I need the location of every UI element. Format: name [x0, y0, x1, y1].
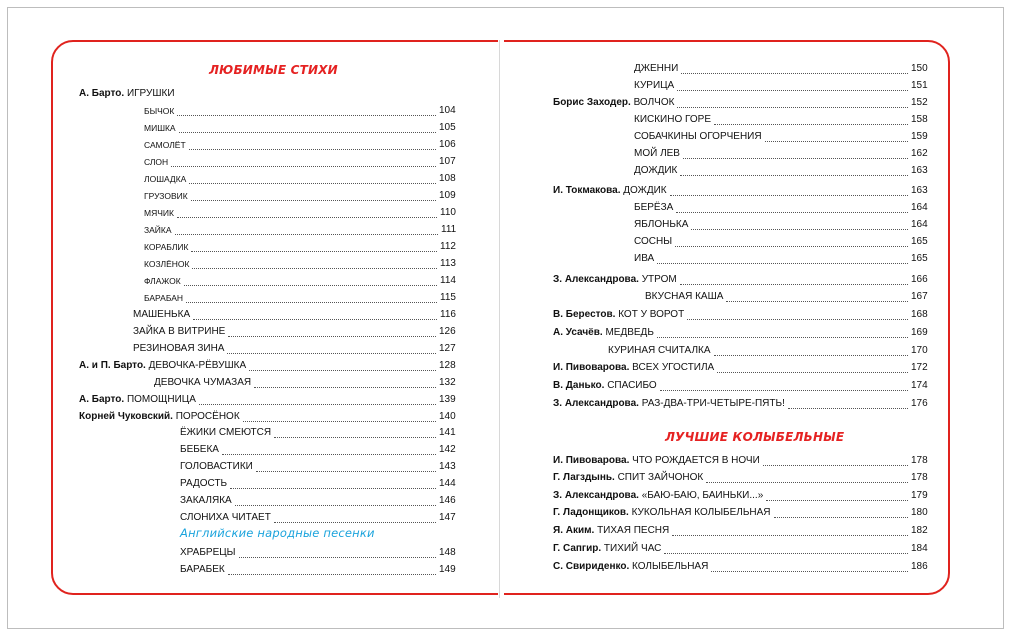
entry-author: А. Барто.	[79, 88, 127, 99]
entry-page-number: 114	[440, 275, 456, 286]
entry-author: Г. Лагздынь.	[553, 472, 618, 483]
toc-entry[interactable]	[180, 460, 456, 474]
toc-entry[interactable]	[144, 206, 456, 220]
dot-leader	[660, 390, 908, 391]
entry-page-number: 105	[439, 122, 456, 133]
entry-page-number: 182	[911, 525, 928, 536]
entry-page-number: 144	[439, 478, 456, 489]
toc-entry[interactable]	[133, 308, 456, 322]
dot-leader	[274, 522, 436, 523]
dot-leader	[228, 574, 436, 575]
entry-title: ПОМОЩНИЦА	[126, 394, 196, 405]
entry-title: КУРИЦА	[634, 80, 675, 91]
dot-leader	[687, 319, 908, 320]
dot-leader	[676, 212, 908, 213]
entry-page-number: 164	[911, 202, 928, 213]
entry-title: ВСЕХ УГОСТИЛА	[632, 362, 715, 373]
toc-entry[interactable]	[553, 524, 928, 538]
entry-title: ДЕВОЧКА ЧУМАЗАЯ	[154, 377, 252, 388]
entry-author: В. Данько.	[553, 380, 608, 391]
entry-title: ВКУСНАЯ КАША	[645, 291, 724, 302]
dot-leader	[706, 482, 908, 483]
entry-page-number: 167	[911, 291, 928, 302]
entry-title: КОТ У ВОРОТ	[618, 309, 685, 320]
toc-entry[interactable]	[553, 308, 928, 322]
heading-favorite-poems: ЛЮБИМЫЕ СТИХИ	[209, 63, 338, 77]
dot-leader	[788, 408, 908, 409]
entry-page-number: 165	[911, 236, 928, 247]
toc-entry[interactable]	[634, 201, 928, 215]
dot-leader	[192, 268, 437, 269]
entry-page-number: 164	[911, 219, 928, 230]
entry-page-number: 179	[911, 490, 928, 501]
entry-title: СПАСИБО	[607, 380, 657, 391]
toc-entry[interactable]	[553, 96, 928, 110]
dot-leader	[191, 251, 437, 252]
entry-title: КОЛЫБЕЛЬНАЯ	[632, 561, 709, 572]
toc-entry[interactable]	[79, 359, 456, 373]
entry-title: РАДОСТЬ	[180, 478, 228, 489]
gutter-line	[499, 40, 500, 598]
entry-title: ИГРУШКИ	[126, 88, 175, 99]
toc-entry[interactable]	[553, 542, 928, 556]
entry-page-number: 149	[439, 564, 456, 575]
entry-page-number: 172	[911, 362, 928, 373]
dot-leader	[717, 372, 908, 373]
toc-entry[interactable]	[634, 113, 928, 127]
dot-leader	[249, 370, 436, 371]
dot-leader	[228, 336, 436, 337]
entry-page-number: 142	[439, 444, 456, 455]
dot-leader	[672, 535, 908, 536]
entry-title: МАШЕНЬКА	[133, 309, 191, 320]
entry-page-number: 141	[439, 427, 456, 438]
entry-title: ЗАКАЛЯКА	[180, 495, 232, 506]
entry-page-number: 116	[440, 309, 456, 320]
entry-author: Борис Заходер.	[553, 97, 634, 108]
entry-title: ДОЖДИК	[623, 185, 667, 196]
entry-title: МИШКА	[144, 123, 176, 133]
entry-page-number: 163	[911, 185, 928, 196]
dot-leader	[243, 421, 436, 422]
dot-leader	[683, 158, 908, 159]
heading-english-songs: Английские народные песенки	[180, 526, 375, 540]
toc-entry[interactable]	[144, 240, 456, 254]
dot-leader	[763, 465, 908, 466]
entry-page-number: 151	[911, 80, 928, 91]
dot-leader	[677, 90, 908, 91]
toc-entry[interactable]	[79, 87, 456, 101]
toc-entry[interactable]	[553, 506, 928, 520]
dot-leader	[765, 141, 908, 142]
entry-title: ТИХИЙ ЧАС	[603, 543, 662, 554]
dot-leader	[714, 355, 908, 356]
toc-entry[interactable]	[144, 172, 456, 186]
toc-entry[interactable]	[144, 223, 456, 237]
toc-entry[interactable]	[553, 471, 928, 485]
toc-entry[interactable]	[553, 454, 928, 468]
entry-page-number: 110	[440, 207, 456, 218]
entry-page-number: 170	[911, 345, 928, 356]
entry-author: А. Барто.	[79, 394, 127, 405]
dot-leader	[175, 234, 438, 235]
entry-page-number: 108	[439, 173, 456, 184]
entry-page-number: 150	[911, 63, 928, 74]
toc-entry[interactable]	[634, 62, 928, 76]
entry-page-number: 146	[439, 495, 456, 506]
dot-leader	[664, 553, 908, 554]
toc-entry[interactable]	[79, 410, 456, 424]
toc-entry[interactable]	[634, 235, 928, 249]
entry-title: САМОЛЁТ	[144, 140, 186, 150]
toc-entry[interactable]	[634, 147, 928, 161]
toc-entry[interactable]	[553, 560, 928, 574]
entry-page-number: 178	[911, 472, 928, 483]
dot-leader	[189, 183, 436, 184]
toc-entry[interactable]	[180, 563, 456, 577]
entry-title: «БАЮ-БАЮ, БАИНЬКИ...»	[641, 490, 764, 501]
entry-title: КОЗЛЁНОК	[144, 259, 190, 269]
entry-page-number: 143	[439, 461, 456, 472]
entry-page-number: 127	[439, 343, 456, 354]
dot-leader	[774, 517, 908, 518]
toc-entry[interactable]	[133, 325, 456, 339]
dot-leader	[254, 387, 436, 388]
entry-title: РЕЗИНОВАЯ ЗИНА	[133, 343, 225, 354]
toc-entry[interactable]	[634, 252, 928, 266]
dot-leader	[230, 488, 436, 489]
entry-title: БЫЧОК	[144, 106, 175, 116]
toc-entry[interactable]	[553, 361, 928, 375]
toc-entry[interactable]	[79, 393, 456, 407]
dot-leader	[657, 263, 908, 264]
entry-page-number: 126	[439, 326, 456, 337]
entry-page-number: 111	[441, 224, 457, 235]
dot-leader	[711, 571, 908, 572]
dot-leader	[256, 471, 436, 472]
toc-entry[interactable]	[634, 130, 928, 144]
entry-page-number: 104	[439, 105, 456, 116]
toc-entry[interactable]	[144, 138, 456, 152]
toc-entry[interactable]	[553, 397, 928, 411]
toc-entry[interactable]	[553, 489, 928, 503]
entry-title: ДЖЕННИ	[634, 63, 679, 74]
entry-page-number: 180	[911, 507, 928, 518]
dot-leader	[193, 319, 437, 320]
entry-page-number: 139	[439, 394, 456, 405]
entry-title: БЕБЕКА	[180, 444, 219, 455]
dot-leader	[177, 217, 437, 218]
entry-title: ТИХАЯ ПЕСНЯ	[597, 525, 670, 536]
entry-title: ФЛАЖОК	[144, 276, 181, 286]
dot-leader	[677, 107, 908, 108]
toc-entry[interactable]	[180, 477, 456, 491]
entry-title: МЯЧИК	[144, 208, 174, 218]
toc-entry[interactable]	[144, 291, 456, 305]
entry-author: Я. Аким.	[553, 525, 598, 536]
entry-title: ДЕВОЧКА-РЁВУШКА	[148, 360, 247, 371]
entry-page-number: 109	[439, 190, 456, 201]
dot-leader	[189, 149, 436, 150]
toc-entry[interactable]	[634, 79, 928, 93]
entry-page-number: 174	[911, 380, 928, 391]
toc-entry[interactable]	[645, 290, 928, 304]
dot-leader	[179, 132, 436, 133]
dot-leader	[726, 301, 908, 302]
dot-leader	[766, 500, 908, 501]
toc-entry[interactable]	[553, 273, 928, 287]
entry-title: ПОРОСЁНОК	[175, 411, 240, 422]
entry-author: З. Александрова.	[553, 274, 642, 285]
entry-title: ЗАЙКА В ВИТРИНЕ	[133, 326, 226, 337]
entry-title: КУКОЛЬНАЯ КОЛЫБЕЛЬНАЯ	[631, 507, 771, 518]
entry-title: КОРАБЛИК	[144, 242, 189, 252]
toc-entry[interactable]	[144, 257, 456, 271]
entry-title: БЕРЁЗА	[634, 202, 674, 213]
toc-entry[interactable]	[180, 511, 456, 525]
entry-title: СПИТ ЗАЙЧОНОК	[617, 472, 704, 483]
toc-entry[interactable]	[144, 121, 456, 135]
entry-title: ЯБЛОНЬКА	[634, 219, 689, 230]
entry-page-number: 178	[911, 455, 928, 466]
entry-page-number: 148	[439, 547, 456, 558]
entry-page-number: 152	[911, 97, 928, 108]
entry-page-number: 165	[911, 253, 928, 264]
toc-entry[interactable]	[553, 379, 928, 393]
dot-leader	[681, 73, 908, 74]
toc-entry[interactable]	[144, 155, 456, 169]
entry-author: В. Берестов.	[553, 309, 619, 320]
entry-author: С. Свириденко.	[553, 561, 633, 572]
entry-author: Корней Чуковский.	[79, 411, 176, 422]
entry-author: З. Александрова.	[553, 490, 642, 501]
dot-leader	[274, 437, 436, 438]
entry-page-number: 115	[440, 292, 456, 303]
entry-title: ДОЖДИК	[634, 165, 678, 176]
toc-entry[interactable]	[634, 218, 928, 232]
toc-entry[interactable]	[634, 164, 928, 178]
toc-entry[interactable]	[180, 494, 456, 508]
entry-author: А. Усачёв.	[553, 327, 606, 338]
entry-title: ЁЖИКИ СМЕЮТСЯ	[180, 427, 272, 438]
toc-entry[interactable]	[553, 184, 928, 198]
entry-page-number: 169	[911, 327, 928, 338]
dot-leader	[239, 557, 436, 558]
entry-title: СОСНЫ	[634, 236, 673, 247]
dot-leader	[670, 195, 908, 196]
toc-entry[interactable]	[553, 326, 928, 340]
dot-leader	[199, 404, 436, 405]
dot-leader	[191, 200, 436, 201]
entry-title: БАРАБАН	[144, 293, 184, 303]
dot-leader	[177, 115, 436, 116]
toc-entry[interactable]	[144, 274, 456, 288]
entry-title: МЕДВЕДЬ	[605, 327, 654, 338]
heading-best-lullabies: ЛУЧШИЕ КОЛЫБЕЛЬНЫЕ	[665, 430, 845, 444]
dot-leader	[691, 229, 908, 230]
dot-leader	[186, 302, 437, 303]
entry-page-number: 112	[440, 241, 456, 252]
entry-author: З. Александрова.	[553, 398, 642, 409]
entry-title: ЧТО РОЖДАЕТСЯ В НОЧИ	[632, 455, 760, 466]
entry-title: ГОЛОВАСТИКИ	[180, 461, 253, 472]
entry-page-number: 186	[911, 561, 928, 572]
toc-entry[interactable]	[144, 104, 456, 118]
entry-page-number: 166	[911, 274, 928, 285]
entry-title: СОБАЧКИНЫ ОГОРЧЕНИЯ	[634, 131, 762, 142]
dot-leader	[680, 284, 908, 285]
toc-entry[interactable]	[133, 342, 456, 356]
entry-page-number: 184	[911, 543, 928, 554]
toc-entry[interactable]	[180, 546, 456, 560]
dot-leader	[657, 337, 908, 338]
entry-page-number: 168	[911, 309, 928, 320]
entry-page-number: 176	[911, 398, 928, 409]
dot-leader	[222, 454, 436, 455]
toc-entry[interactable]	[608, 344, 928, 358]
entry-page-number: 113	[440, 258, 456, 269]
entry-page-number: 132	[439, 377, 456, 388]
entry-author: А. и П. Барто.	[79, 360, 149, 371]
entry-page-number: 162	[911, 148, 928, 159]
toc-entry[interactable]	[180, 426, 456, 440]
entry-page-number: 147	[439, 512, 456, 523]
entry-title: КИСКИНО ГОРЕ	[634, 114, 711, 125]
entry-title: ВОЛЧОК	[633, 97, 675, 108]
entry-page-number: 107	[439, 156, 456, 167]
entry-title: СЛОН	[144, 157, 169, 167]
entry-title: КУРИНАЯ СЧИТАЛКА	[608, 345, 711, 356]
entry-page-number: 140	[439, 411, 456, 422]
entry-author: И. Токмакова.	[553, 185, 624, 196]
toc-entry[interactable]	[144, 189, 456, 203]
entry-page-number: 128	[439, 360, 456, 371]
entry-title: ХРАБРЕЦЫ	[180, 547, 236, 558]
entry-page-number: 158	[911, 114, 928, 125]
entry-title: ЛОШАДКА	[144, 174, 187, 184]
entry-author: Г. Ладонщиков.	[553, 507, 632, 518]
entry-author: И. Пивоварова.	[553, 362, 633, 373]
dot-leader	[675, 246, 908, 247]
entry-title: ЗАЙКА	[144, 225, 172, 235]
toc-entry[interactable]	[154, 376, 456, 390]
toc-entry[interactable]	[180, 443, 456, 457]
entry-title: РАЗ-ДВА-ТРИ-ЧЕТЫРЕ-ПЯТЬ!	[641, 398, 785, 409]
dot-leader	[714, 124, 908, 125]
entry-page-number: 106	[439, 139, 456, 150]
entry-title: ГРУЗОВИК	[144, 191, 188, 201]
dot-leader	[235, 505, 436, 506]
entry-title: БАРАБЕК	[180, 564, 225, 575]
entry-author: И. Пивоварова.	[553, 455, 633, 466]
entry-title: ИВА	[634, 253, 655, 264]
dot-leader	[680, 175, 908, 176]
dot-leader	[227, 353, 436, 354]
entry-title: СЛОНИХА ЧИТАЕТ	[180, 512, 271, 523]
entry-title: УТРОМ	[641, 274, 677, 285]
entry-author: Г. Сапгир.	[553, 543, 604, 554]
dot-leader	[184, 285, 437, 286]
entry-title: МОЙ ЛЕВ	[634, 148, 680, 159]
dot-leader	[171, 166, 436, 167]
entry-page-number: 163	[911, 165, 928, 176]
entry-page-number: 159	[911, 131, 928, 142]
